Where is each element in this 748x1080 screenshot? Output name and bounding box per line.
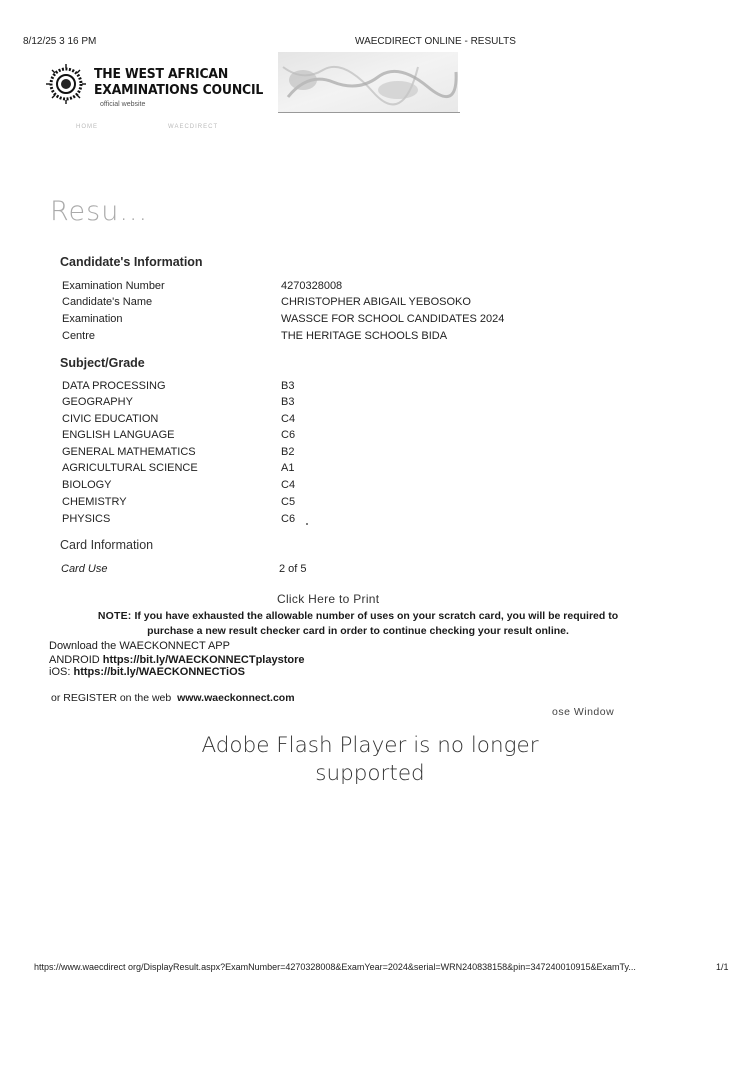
flash-line1: Adobe Flash Player is no longer (201, 733, 539, 758)
print-datetime: 8/12/25 3 16 PM (23, 36, 97, 47)
banner-divider (278, 112, 460, 113)
candidate-name-value: CHRISTOPHER ABIGAIL YEBOSOKO (281, 296, 471, 308)
subject-name: BIOLOGY (62, 479, 112, 491)
subject-name: PHYSICS (62, 513, 111, 525)
waec-seal-logo[interactable] (45, 63, 87, 105)
subject-name: GEOGRAPHY (62, 396, 133, 408)
android-link[interactable]: https://bit.ly/WAECKONNECTplaystore (102, 654, 305, 666)
subject-name: GENERAL MATHEMATICS (62, 446, 196, 458)
subject-grade: A1 (281, 462, 295, 474)
ios-row (49, 666, 245, 679)
download-app-text: Download the WAECKONNECT APP (49, 640, 230, 652)
note-heading: NOTE: (97, 610, 132, 622)
subject-name: CHEMISTRY (62, 496, 127, 508)
subject-grade: B3 (281, 396, 295, 408)
subject-grade: B2 (281, 446, 295, 458)
subject-name: ENGLISH LANGUAGE (62, 429, 175, 441)
org-name-line2: EXAMINATIONS COUNCIL (94, 82, 264, 98)
print-page-number: 1/1 (716, 962, 729, 972)
candidate-name-label: Candidate's Name (62, 296, 153, 308)
nav-link-home[interactable]: HOME (76, 124, 98, 130)
close-window-link[interactable]: ose Window (552, 706, 615, 718)
examination-label: Examination (62, 313, 123, 325)
subject-grade: C4 (281, 413, 296, 425)
stray-mark (306, 523, 308, 525)
centre-value: THE HERITAGE SCHOOLS BIDA (281, 330, 448, 342)
note-line2: purchase a new result checker card in order to continue checking your result online. (147, 625, 569, 637)
header-banner-image (278, 52, 458, 112)
org-tagline: official website (100, 101, 146, 108)
centre-label: Centre (62, 330, 96, 342)
subject-grade-title: Subject/Grade (60, 356, 145, 370)
print-page-title: WAECDIRECT ONLINE - RESULTS (355, 36, 516, 47)
subject-name: DATA PROCESSING (62, 380, 166, 392)
examination-value: WASSCE FOR SCHOOL CANDIDATES 2024 (281, 313, 505, 325)
subject-grade: B3 (281, 380, 295, 392)
register-row (51, 692, 295, 705)
page-heading: Resu... (50, 196, 149, 227)
subject-name: AGRICULTURAL SCIENCE (62, 462, 198, 474)
org-name (94, 66, 263, 98)
card-use-label: Card Use (61, 563, 108, 575)
android-label: ANDROID (49, 654, 100, 666)
note-line1: If you have exhausted the allowable number of uses on your scratch card, you will be required to (134, 610, 619, 622)
subject-grade: C6 (281, 429, 296, 441)
print-footer-url: https://www.waecdirect org/DisplayResult.aspx?ExamNumber=4270328008&ExamYear=2024&serial=WRN240838158&pin=347240010915&ExamTy... (34, 962, 636, 972)
exam-number-label: Examination Number (62, 280, 165, 292)
card-use-value: 2 of 5 (279, 563, 307, 575)
org-name-line1: THE WEST AFRICAN (94, 66, 229, 82)
register-link[interactable]: www.waeckonnect.com (177, 692, 295, 704)
flash-unsupported-notice (100, 732, 640, 788)
candidate-info-title: Candidate's Information (60, 255, 203, 269)
exam-number-value: 4270328008 (281, 280, 343, 292)
nav-link-waecdirect[interactable]: WAECDIRECT (168, 124, 219, 130)
subject-grade: C6 (281, 513, 296, 525)
subject-grade: C4 (281, 479, 296, 491)
print-link[interactable]: Click Here to Print (277, 592, 380, 606)
flash-line2: supported (315, 761, 425, 786)
scratch-card-note (58, 609, 658, 639)
card-info-title: Card Information (60, 538, 154, 552)
register-text: or REGISTER on the web (51, 692, 172, 704)
subject-name: CIVIC EDUCATION (62, 413, 159, 425)
ios-link[interactable]: https://bit.ly/WAECKONNECTiOS (73, 666, 245, 678)
ios-label: iOS: (49, 666, 71, 678)
subject-grade: C5 (281, 496, 296, 508)
